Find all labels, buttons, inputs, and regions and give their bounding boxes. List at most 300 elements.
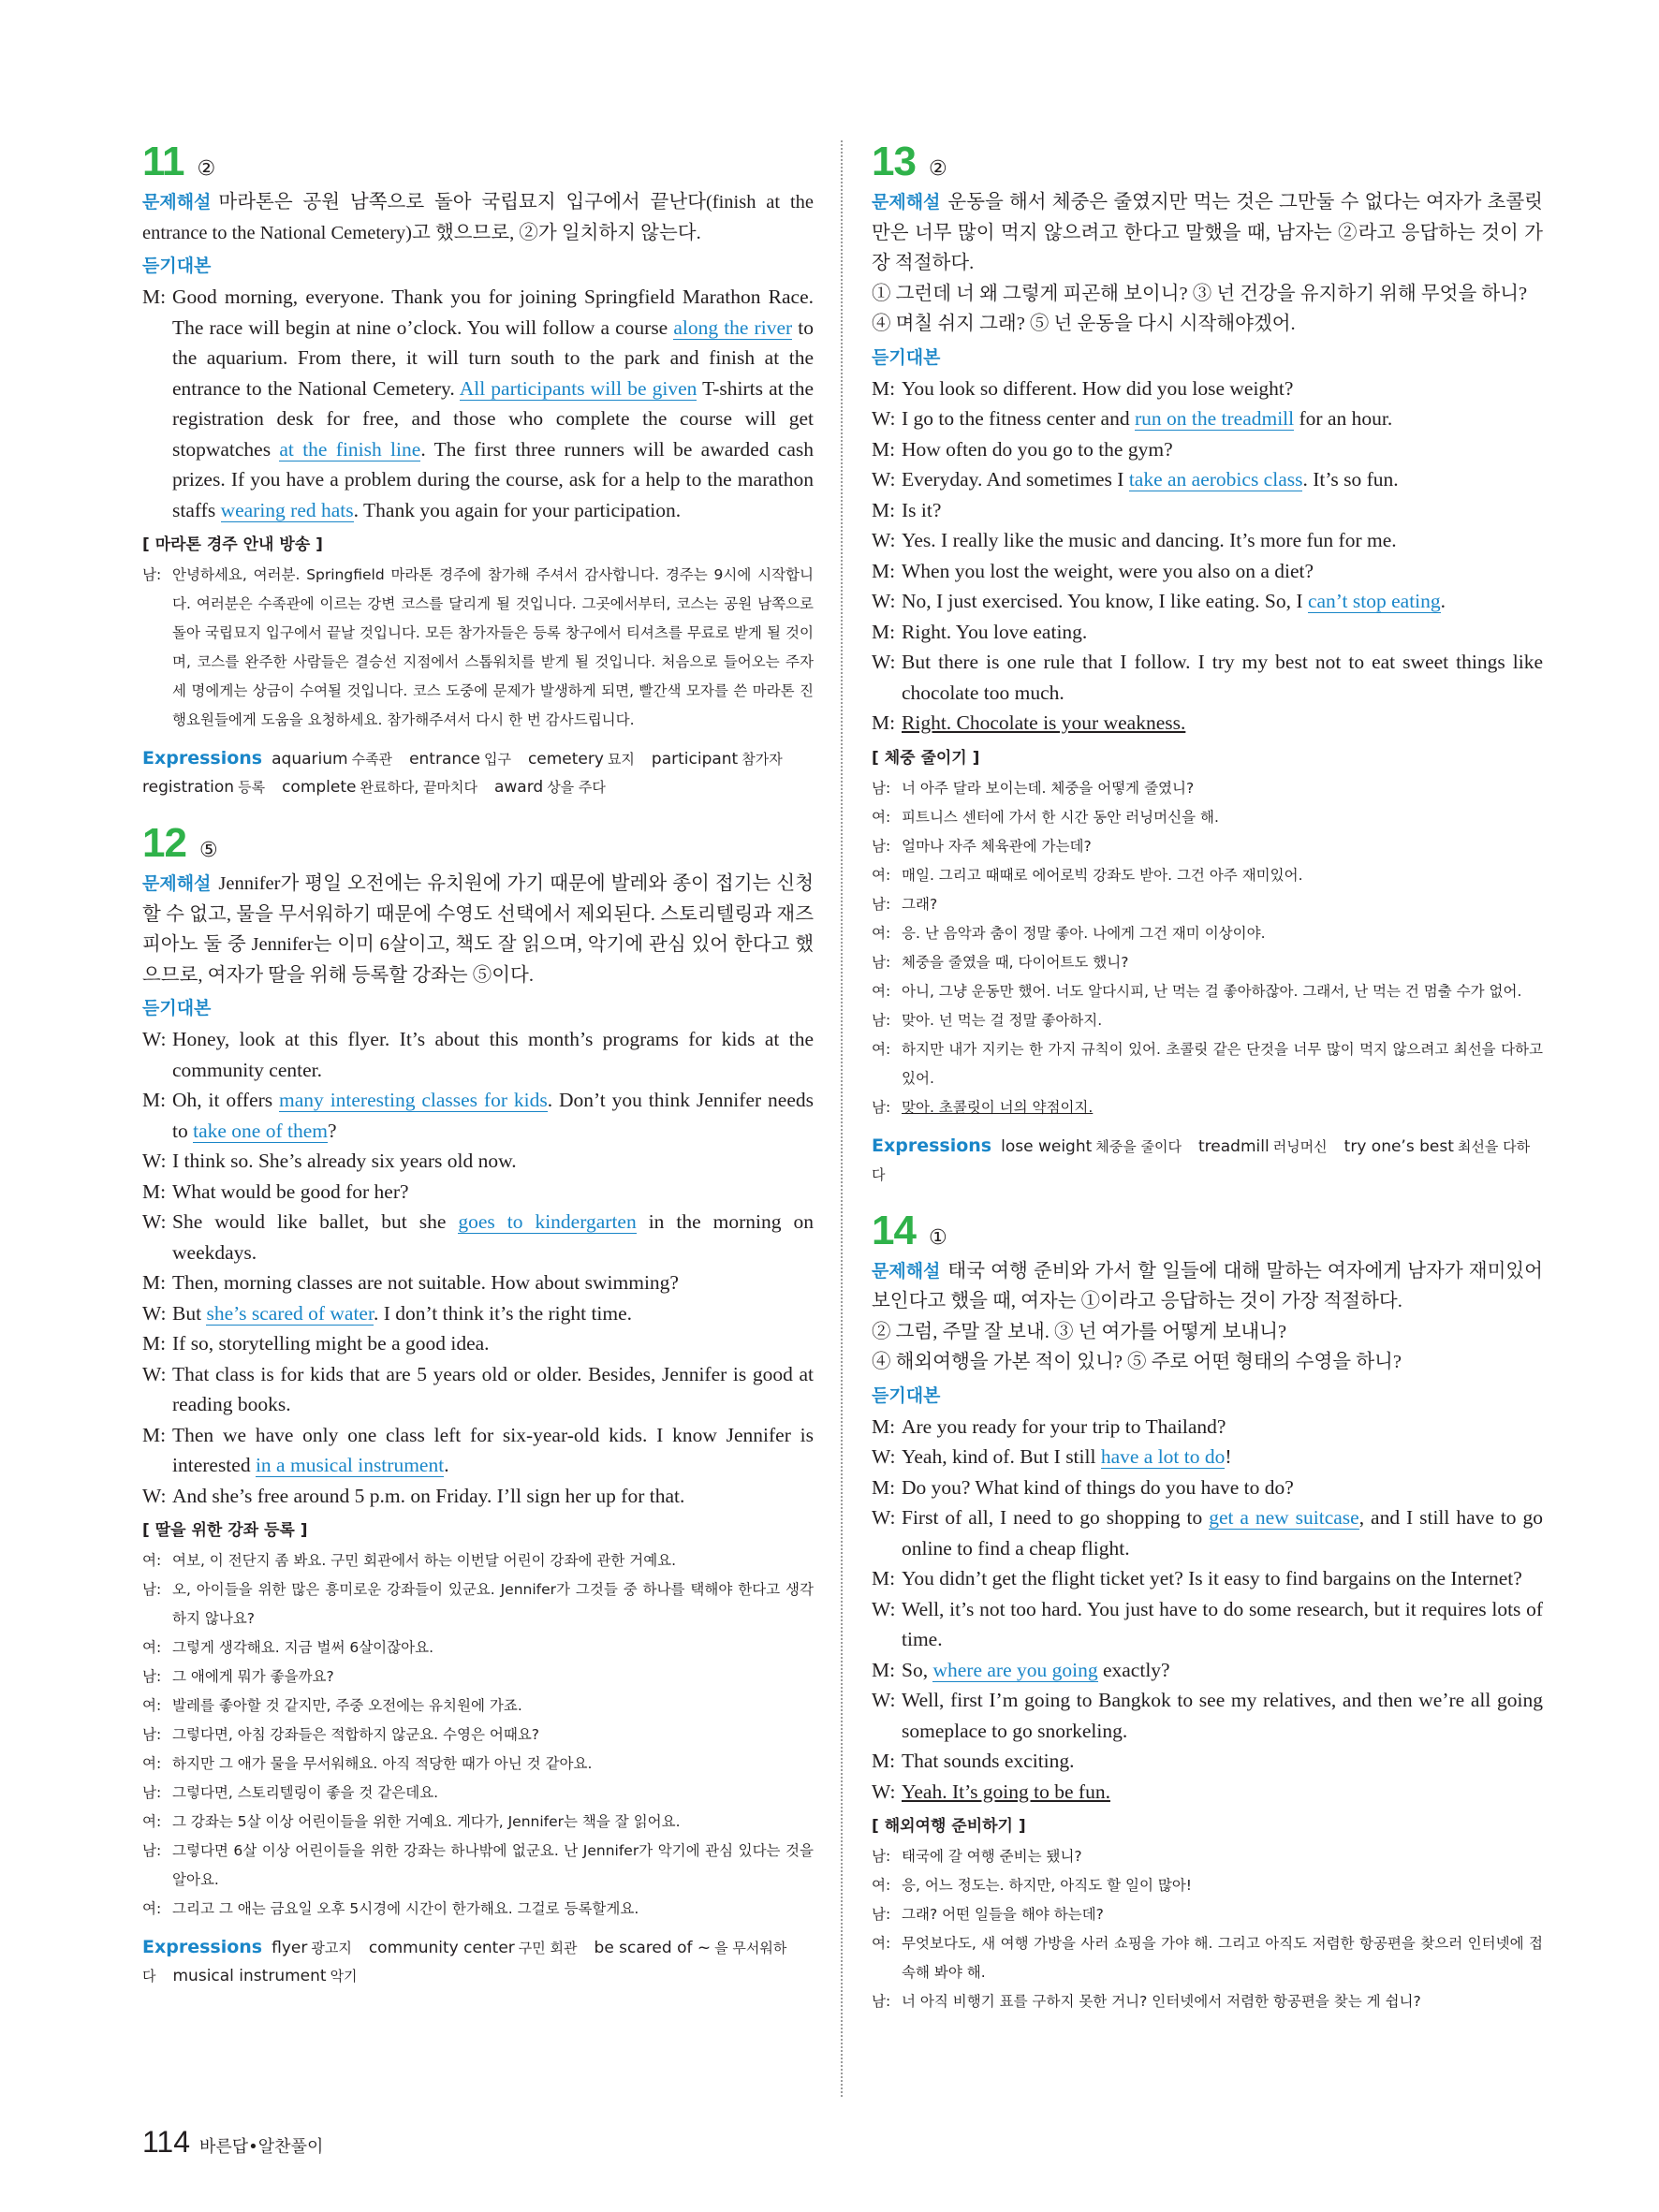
dictation-blank: take one of them (193, 1119, 328, 1142)
book-title: 바른답•알찬풀이 (199, 2137, 324, 2157)
dictation-blank: can’t stop eating (1307, 590, 1441, 612)
utterance-text: What would be good for her? (172, 1179, 409, 1203)
speaker: 여: (872, 1877, 891, 1894)
expression-meaning: 구민 회관 (518, 1940, 578, 1956)
speaker: 남: (872, 895, 891, 913)
translation-text: 발레를 좋아할 것 같지만, 주중 오전에는 유치원에 가죠. (172, 1697, 522, 1714)
utterance (902, 1412, 1543, 1443)
speaker: M: (142, 1179, 167, 1203)
utterance-text: She would like ballet, but she (172, 1210, 459, 1233)
script-line (872, 1655, 1543, 1686)
option-translation: ① 그런데 너 왜 그렇게 피곤해 보이니? ③ 넌 건강을 유지하기 위해 무엇을 하니? (872, 283, 1528, 304)
speaker: M: (142, 1089, 167, 1111)
utterance-text: When you lost the weight, were you also on a diet? (902, 559, 1314, 582)
translation-text: 피트니스 센터에 가서 한 시간 동안 러닝머신을 해. (902, 808, 1219, 826)
explanation-text: Jennifer가 평일 오전에는 유치원에 가기 때문에 발레와 종이 접기는 신청할 수 없고, 물을 무서워하기 때문에 수영도 선택에서 제외된다. 스토리텔링과 재즈피아노 둘 중 Jennifer는 이미 6살이고, 책도 잘 읽으며, 악기에 관심 있어 한다고 했으므로, 여자가 딸을 위해 등록할 강좌는 ⑤이다. (142, 873, 814, 986)
script-line (872, 1777, 1543, 1808)
explanation-label: 문제해설 (872, 192, 941, 212)
speaker: 여: (142, 1697, 162, 1714)
speaker: 여: (142, 1900, 162, 1917)
expression-word: try one’s best (1343, 1136, 1454, 1156)
utterance (902, 1563, 1543, 1594)
translation-line (872, 832, 1543, 861)
utterance-text: , and I still have to go online to find a cheap flight. (902, 1506, 1544, 1560)
expression-word: cemetery (527, 750, 604, 769)
script-line (872, 525, 1543, 556)
dictation-blank: run on the treadmill (1134, 407, 1295, 430)
script-line (142, 1267, 814, 1298)
expression-word: registration (142, 778, 235, 797)
script-line (142, 1085, 814, 1146)
translation-text: 아니, 그냥 운동만 했어. 너도 알다시피, 난 먹는 걸 좋아하잖아. 그래서, 난 먹는 건 멈출 수가 없어. (902, 982, 1522, 1000)
speaker: 여: (872, 924, 891, 942)
speaker: M: (872, 498, 896, 521)
script-line (142, 1481, 814, 1512)
utterance-text: Then, morning classes are not suitable. How about swimming? (172, 1271, 679, 1294)
utterance (172, 1298, 814, 1329)
expression-word: be scared of ~ (594, 1939, 712, 1957)
translation-text: 그렇다면, 아침 강좌들은 적합하지 않군요. 수영은 어때요? (172, 1726, 540, 1743)
explanation (142, 869, 814, 990)
utterance (902, 617, 1543, 648)
translation-line (872, 1900, 1543, 1929)
utterance-text: . It’s so fun. (1302, 468, 1399, 491)
expression-meaning: 최선을 다하다 (872, 1137, 1531, 1183)
translation-line (872, 861, 1543, 890)
expression-word: award (493, 778, 544, 797)
speaker: W: (872, 1597, 896, 1620)
utterance-text: I think so. She’s already six years old now. (172, 1150, 517, 1172)
expression-meaning: 입구 (483, 751, 511, 768)
question-header (142, 822, 814, 865)
expression-meaning: 수족관 (351, 751, 393, 768)
translation-line (872, 1093, 1543, 1122)
translation-text: 응. 난 음악과 춤이 정말 좋아. 나에게 그건 재미 이상이야. (902, 924, 1266, 942)
dictation-blank: All participants will be given (459, 376, 697, 400)
speaker: 남: (872, 837, 891, 855)
utterance-text: Are you ready for your trip to Thailand? (902, 1414, 1226, 1438)
translation-text: 얼마나 자주 체육관에 가는데? (902, 837, 1092, 855)
right-column (872, 140, 1543, 2037)
utterance-text: to the aquarium. From there, it will turn south to the park and finish at the entrance to the National Cemetery. (172, 315, 814, 400)
script-line (142, 1177, 814, 1208)
utterance (902, 1777, 1543, 1808)
script-line (872, 464, 1543, 495)
speaker: 남: (872, 1098, 891, 1116)
speaker: M: (872, 711, 896, 734)
question-12 (142, 822, 814, 1990)
dictation-blank: many interesting classes for kids (279, 1089, 548, 1111)
translation-line (872, 803, 1543, 832)
translation-line (872, 1871, 1543, 1900)
speaker: M: (142, 1423, 167, 1446)
speaker: W: (142, 1362, 167, 1385)
dictation-blank: get a new suitcase (1209, 1506, 1359, 1529)
question-number: 13 (872, 139, 916, 184)
expression-meaning: 상을 주다 (547, 779, 606, 796)
utterance-text: But (172, 1301, 207, 1325)
question-header (872, 140, 1543, 183)
script-label: 듣기대본 (142, 256, 212, 276)
explanation (142, 187, 814, 248)
speaker: 남: (142, 566, 162, 583)
script-line (142, 1298, 814, 1329)
option-translation: ④ 해외여행을 가본 적이 있니? ⑤ 주로 어떤 형태의 수영을 하니? (872, 1352, 1402, 1372)
utterance-text: How often do you go to the gym? (902, 437, 1173, 461)
speaker: 남: (142, 1842, 162, 1859)
speaker: W: (142, 1301, 167, 1325)
utterance-text: Well, it’s not too hard. You just have to do some research, but it requires lots of time. (902, 1597, 1543, 1650)
translation-line (872, 1929, 1543, 1987)
utterance-text: Oh, it offers (172, 1089, 280, 1111)
utterance-text: in the morning on weekdays. (172, 1210, 814, 1264)
utterance-text: You didn’t get the flight ticket yet? Is it easy to find bargains on the Internet? (902, 1567, 1522, 1589)
translation-text: 그렇다면, 스토리텔링이 좋을 것 같은데요. (172, 1784, 439, 1801)
speaker: M: (142, 1271, 167, 1294)
speaker: M: (872, 437, 896, 461)
script-line (872, 434, 1543, 465)
translation-line (872, 890, 1543, 919)
utterance-text: Honey, look at this flyer. It’s about this month’s programs for kids at the community center. (172, 1028, 814, 1081)
expression-word: treadmill (1198, 1136, 1270, 1156)
script-line (142, 1146, 814, 1177)
translation-line (872, 1987, 1543, 2016)
expression-meaning: 묘지 (607, 751, 635, 768)
translation-line (872, 1035, 1543, 1093)
utterance-text: Good morning, everyone. Thank you for joining Springfield Marathon Race. The race will begin at nine o’clock. You will follow a course (172, 286, 814, 339)
utterance-text: T-shirts at the registration desk for free, and those who complete the course will get stopwatches (172, 376, 814, 461)
speaker: W: (872, 468, 896, 491)
left-column (142, 140, 814, 2011)
script-line (142, 282, 814, 525)
dictation-blank: at the finish line (279, 437, 421, 461)
expressions (142, 1933, 814, 1990)
script-line (872, 708, 1543, 739)
expressions (872, 1132, 1543, 1189)
utterance (902, 1472, 1543, 1503)
translation-title: [ 체중 줄이기 ] (872, 748, 980, 768)
utterance-text: Everyday. And sometimes I (902, 468, 1129, 491)
translation-text: 하지만 그 애가 물을 무서워해요. 아직 적당한 때가 아닌 것 같아요. (172, 1755, 593, 1772)
utterance (902, 1685, 1543, 1746)
speaker: 남: (872, 1993, 891, 2010)
question-header (142, 140, 814, 183)
speaker: M: (872, 1750, 896, 1772)
utterance-text: So, (902, 1658, 933, 1681)
translation-title: [ 마라톤 경주 안내 방송 ] (142, 535, 323, 554)
script-line (872, 1746, 1543, 1777)
translation-line (872, 1842, 1543, 1871)
expression-meaning: 러닝머신 (1272, 1137, 1328, 1155)
utterance (902, 556, 1543, 587)
utterance-text: Is it? (902, 498, 942, 521)
utterance-text: exactly? (1097, 1658, 1170, 1681)
expression-word: complete (282, 778, 357, 797)
expression-word: lose weight (1001, 1136, 1093, 1156)
speaker: W: (872, 1780, 896, 1803)
script-line (872, 586, 1543, 617)
speaker: M: (142, 286, 167, 308)
translation-line (142, 1750, 814, 1779)
column-divider (841, 140, 843, 2097)
expressions (142, 744, 814, 801)
script-line (872, 1594, 1543, 1655)
speaker: 남: (142, 1668, 162, 1685)
expression-word: participant (651, 750, 739, 769)
speaker: 남: (872, 953, 891, 971)
utterance-text: ? (328, 1119, 337, 1142)
speaker: M: (872, 1414, 896, 1438)
speaker: 여: (872, 866, 891, 884)
translation-title: [ 해외여행 준비하기 ] (872, 1817, 1026, 1836)
speaker: 여: (872, 808, 891, 826)
question-11 (142, 140, 814, 801)
speaker: 여: (872, 1040, 891, 1058)
utterance-text: That class is for kids that are 5 years old or older. Besides, Jennifer is good at reading books. (172, 1362, 814, 1415)
speaker: 여: (872, 1935, 891, 1952)
dictation-blank: wearing red hats (220, 498, 354, 521)
expression-meaning: 완료하다, 끝마치다 (360, 779, 477, 796)
script-line (142, 1420, 814, 1481)
translation-line (872, 919, 1543, 948)
option-translation: ④ 며칠 쉬지 그래? ⑤ 넌 운동을 다시 시작해야겠어. (872, 314, 1296, 334)
speaker: 남: (872, 1011, 891, 1029)
utterance-text: First of all, I need to go shopping to (902, 1506, 1210, 1529)
speaker: M: (142, 1332, 167, 1355)
speaker: M: (872, 620, 896, 643)
utterance-text: . (1440, 590, 1446, 612)
script-line (872, 647, 1543, 708)
option-translation: ② 그럼, 주말 잘 보내. ③ 넌 여가를 어떻게 보내니? (872, 1321, 1287, 1342)
utterance (172, 1146, 814, 1177)
question-number: 14 (872, 1207, 916, 1253)
translation-text: 오, 아이들을 위한 많은 흥미로운 강좌들이 있군요. Jennifer가 그것들 중 하나를 택해야 한다고 생각하지 않나요? (172, 1581, 814, 1627)
answer-mark: ② (928, 157, 947, 181)
utterance-text: . (444, 1454, 449, 1476)
translation-title: [ 딸을 위한 강좌 등록 ] (142, 1521, 308, 1540)
speaker: W: (872, 529, 896, 551)
expressions-label: Expressions (142, 748, 263, 769)
utterance-text: . Don’t you think Jennifer needs to (172, 1089, 814, 1142)
translation-text: 그 강좌는 5살 이상 어린이들을 위한 거예요. 게다가, Jennifer는 책을 잘 읽어요. (172, 1813, 681, 1830)
script-line (142, 1328, 814, 1359)
translation-line (872, 977, 1543, 1006)
translation-text: 응, 어느 정도는. 하지만, 아직도 할 일이 많아! (902, 1877, 1193, 1894)
translation-text: 그래? (902, 895, 938, 913)
script-line (872, 1442, 1543, 1472)
translation-line (142, 561, 814, 735)
translation-line (142, 1808, 814, 1837)
translation-text: 그렇다면 6살 이상 어린이들을 위한 강좌는 하나밖에 없군요. 난 Jennifer가 악기에 관심 있다는 것을 알아요. (172, 1842, 814, 1888)
expression-word: aquarium (272, 750, 348, 769)
translation-text: 맞아. 넌 먹는 걸 정말 좋아하지. (902, 1011, 1103, 1029)
translation-text: 그렇게 생각해요. 지금 벌써 6살이잖아요. (172, 1639, 433, 1656)
speaker: 여: (142, 1639, 162, 1656)
speaker: 남: (142, 1726, 162, 1743)
utterance-text: That sounds exciting. (902, 1750, 1075, 1772)
translation-text: 태국에 갈 여행 준비는 됐니? (902, 1848, 1082, 1865)
speaker: M: (872, 1658, 896, 1681)
speaker: W: (142, 1028, 167, 1050)
utterance-text: Do you? What kind of things do you have to do? (902, 1475, 1294, 1499)
utterance (172, 1481, 814, 1512)
expression-word: entrance (409, 750, 480, 769)
translation-line (872, 774, 1543, 803)
utterance-text: Well, first I’m going to Bangkok to see my relatives, and then we’re all going someplace to go snorkeling. (902, 1689, 1543, 1742)
question-number: 12 (142, 820, 186, 866)
translation-text: 너 아주 달라 보이는데. 체중을 어떻게 줄였니? (902, 779, 1195, 797)
translation-text: 체중을 줄였을 때, 다이어트도 했니? (902, 953, 1129, 971)
script-label: 듣기대본 (142, 998, 212, 1018)
explanation-label: 문제해설 (872, 1260, 941, 1282)
speaker: 여: (142, 1552, 162, 1569)
utterance (902, 525, 1543, 556)
utterance-text: Right. You love eating. (902, 620, 1088, 643)
question-number: 11 (142, 139, 184, 184)
script-label: 듣기대본 (872, 1384, 941, 1406)
expression-meaning: 등록 (238, 779, 266, 796)
answer-mark: ⑤ (198, 839, 218, 862)
utterance (902, 1594, 1543, 1655)
speaker: M: (872, 559, 896, 582)
utterance (902, 1502, 1543, 1563)
translation-line (872, 948, 1543, 977)
speaker: W: (142, 1150, 167, 1172)
script-line (872, 617, 1543, 648)
speaker: W: (872, 1506, 896, 1529)
translation-line (142, 1633, 814, 1663)
translation-text: 그리고 그 애는 금요일 오후 5시경에 시간이 한가해요. 그걸로 등록할게요. (172, 1900, 639, 1917)
speaker: 여: (142, 1813, 162, 1830)
script-line (142, 1359, 814, 1420)
utterance (172, 1024, 814, 1085)
script-line (142, 1207, 814, 1267)
translation-text: 하지만 내가 지키는 한 가지 규칙이 있어. 초콜릿 같은 단것을 너무 많이 먹지 않으려고 최선을 다하고 있어. (902, 1040, 1543, 1087)
utterance-text: And she’s free around 5 p.m. on Friday. I’ll sign her up for that. (172, 1484, 685, 1507)
script-line (872, 1685, 1543, 1746)
utterance (902, 1442, 1543, 1472)
dictation-blank: in a musical instrument (255, 1454, 445, 1476)
question-13 (872, 140, 1543, 1189)
utterance (902, 1655, 1543, 1686)
translation-line (142, 1546, 814, 1575)
utterance (172, 1207, 814, 1267)
speaker: W: (872, 590, 896, 612)
utterance (902, 434, 1543, 465)
speaker: 남: (142, 1784, 162, 1801)
expression-meaning: 악기 (330, 1968, 358, 1985)
question-header (872, 1209, 1543, 1252)
script-line (872, 495, 1543, 526)
explanation-text: 운동을 해서 체중은 줄였지만 먹는 것은 그만둘 수 없다는 여자가 초콜릿만은 너무 많이 먹지 않으려고 한다고 말했을 때, 남자는 ②라고 응답하는 것이 가장 적절하다. (872, 192, 1543, 273)
translation-line (142, 1895, 814, 1924)
utterance-text: for an hour. (1294, 407, 1393, 430)
utterance-text: If so, storytelling might be a good idea. (172, 1332, 490, 1355)
expression-word: community center (368, 1939, 515, 1957)
script-line (872, 1502, 1543, 1563)
utterance (172, 1177, 814, 1208)
speaker: 남: (872, 1906, 891, 1923)
speaker: 여: (142, 1755, 162, 1772)
expression-word: flyer (272, 1939, 308, 1957)
utterance-text: ! (1225, 1445, 1232, 1468)
translation-line (142, 1692, 814, 1721)
script-line (872, 556, 1543, 587)
translation-text: 여보, 이 전단지 좀 봐요. 구민 회관에서 하는 이번달 어린이 강좌에 관한 거예요. (172, 1552, 677, 1569)
translation-text: 그래? 어떤 일들을 해야 하는데? (902, 1906, 1104, 1923)
dictation-blank: along the river (673, 315, 793, 339)
translation-text: 매일. 그리고 때때로 에어로빅 강좌도 받아. 그건 아주 재미있어. (902, 866, 1303, 884)
question-14 (872, 1209, 1543, 2017)
utterance-text: No, I just exercised. You know, I like eating. So, I (902, 590, 1308, 612)
utterance (172, 1359, 814, 1420)
translation-line (142, 1721, 814, 1750)
dictation-blank: where are you going (932, 1658, 1098, 1681)
translation-text: 무엇보다도, 새 여행 가방을 사러 쇼핑을 가야 해. 그리고 아직도 저렴한 항공편을 찾으러 인터넷에 접속해 봐야 해. (902, 1935, 1543, 1981)
speaker: W: (872, 1689, 896, 1711)
explanation (872, 187, 1543, 279)
speaker: M: (872, 1567, 896, 1589)
speaker: M: (872, 376, 896, 400)
explanation-text: 마라톤은 공원 남쪽으로 돌아 국립묘지 입구에서 끝난다(finish at the entrance to the National Cemetery)고 했으므로, ②가 일치하지 않는다. (142, 192, 814, 243)
utterance (902, 708, 1543, 739)
utterance (902, 586, 1543, 617)
translation-text: 그 애에게 뭐가 좋을까요? (172, 1668, 334, 1685)
expressions-label: Expressions (142, 1937, 263, 1957)
utterance (902, 495, 1543, 526)
script-line (872, 403, 1543, 434)
utterance (172, 1267, 814, 1298)
utterance-text: . The first three runners will be awarded cash prizes. If you have a problem during the course, ask for a help to the marathon staffs (172, 437, 814, 521)
expression-word: musical instrument (172, 1967, 327, 1985)
utterance-text: Then we have only one class left for six-year-old kids. I know Jennifer is interested (172, 1423, 814, 1476)
utterance (172, 1420, 814, 1481)
utterance-text: Yes. I really like the music and dancing. It’s more fun for me. (902, 529, 1397, 551)
speaker: 남: (142, 1581, 162, 1598)
answer-mark: ② (197, 157, 216, 181)
speaker: 남: (872, 1848, 891, 1865)
script-line (872, 1472, 1543, 1503)
script-line (142, 1024, 814, 1085)
speaker: M: (872, 1475, 896, 1499)
speaker: W: (872, 1445, 896, 1468)
script-label: 듣기대본 (872, 346, 941, 368)
translation-line (142, 1837, 814, 1895)
utterance (172, 1085, 814, 1146)
answer-line: Yeah. It’s going to be fun. (902, 1780, 1110, 1803)
answer-mark: ① (928, 1225, 947, 1250)
utterance (902, 374, 1543, 404)
answer-line: Right. Chocolate is your weakness. (902, 711, 1186, 734)
utterance-text: But there is one rule that I follow. I try my best not to eat sweet things like chocolate too much. (902, 651, 1543, 704)
utterance (902, 1746, 1543, 1777)
speaker: W: (872, 407, 896, 430)
dictation-blank: she’s scared of water (206, 1301, 374, 1325)
speaker: W: (142, 1210, 167, 1233)
script-line (872, 1563, 1543, 1594)
utterance (172, 1328, 814, 1359)
dictation-blank: goes to kindergarten (458, 1210, 637, 1233)
translation-line (142, 1575, 814, 1633)
utterance (902, 464, 1543, 495)
translation-answer: 맞아. 초콜릿이 너의 약점이지. (902, 1098, 1094, 1116)
utterance (172, 282, 814, 525)
utterance-text: Yeah, kind of. But I still (902, 1445, 1101, 1468)
page-footer (142, 2125, 323, 2160)
utterance-text: You look so different. How did you lose weight? (902, 376, 1294, 400)
expression-meaning: 을 무서워하다 (142, 1940, 787, 1985)
translation-line (142, 1663, 814, 1692)
